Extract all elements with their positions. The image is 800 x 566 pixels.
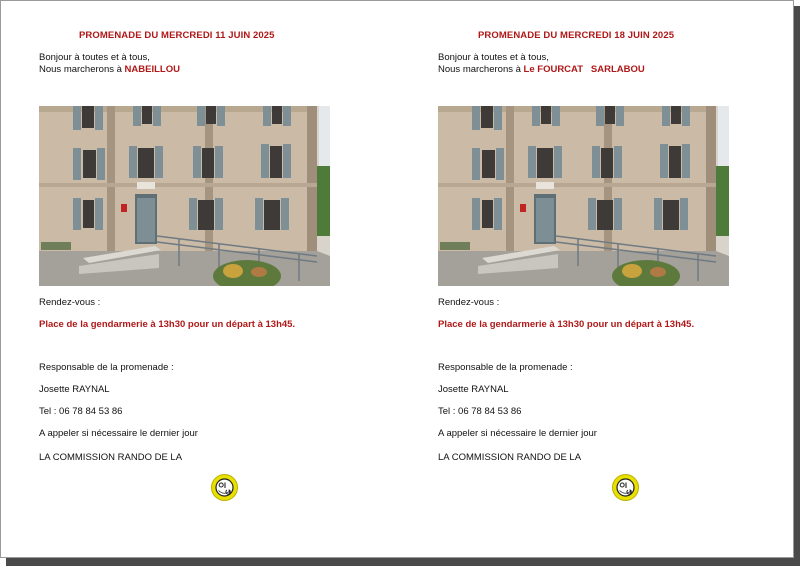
walk-line — [39, 64, 180, 76]
intro-text — [438, 52, 645, 76]
flyer-right — [438, 1, 778, 557]
page-shadow-bottom — [6, 557, 800, 566]
flyer-left — [39, 1, 379, 557]
destination: NABEILLOU — [124, 64, 180, 75]
flyer-title: PROMENADE DU MERCREDI 18 JUIN 2025 — [478, 30, 675, 41]
meeting-info: Place de la gendarmerie à 13h30 pour un départ à 13h45. — [438, 319, 695, 330]
call-note: A appeler si nécessaire le dernier jour — [39, 428, 198, 439]
responsible-label: Responsable de la promenade : — [39, 362, 174, 373]
ola-club-logo-icon — [612, 474, 639, 501]
signature: LA COMMISSION RANDO DE LA — [39, 452, 183, 463]
greeting: Bonjour à toutes et à tous, — [438, 52, 549, 63]
meeting-info: Place de la gendarmerie à 13h30 pour un départ à 13h45. — [39, 319, 296, 330]
walk-line — [438, 64, 645, 76]
page-shadow-right — [793, 6, 800, 566]
call-note: A appeler si nécessaire le dernier jour — [438, 428, 597, 439]
gendarmerie-building-image — [438, 106, 729, 286]
rendezvous-label: Rendez-vous : — [438, 297, 500, 308]
rendezvous-label: Rendez-vous : — [39, 297, 101, 308]
destination: Le FOURCAT SARLABOU — [523, 64, 645, 75]
ola-club-logo-icon — [211, 474, 238, 501]
gendarmerie-building-image — [39, 106, 330, 286]
greeting: Bonjour à toutes et à tous, — [39, 52, 150, 63]
gendarmerie-photo — [438, 106, 729, 286]
responsible-label: Responsable de la promenade : — [438, 362, 573, 373]
signature: LA COMMISSION RANDO DE LA — [438, 452, 582, 463]
intro-text — [39, 52, 180, 76]
phone-number: Tel : 06 78 84 53 86 — [438, 406, 522, 417]
responsible-name: Josette RAYNAL — [39, 384, 110, 395]
phone-number: Tel : 06 78 84 53 86 — [39, 406, 123, 417]
gendarmerie-photo — [39, 106, 330, 286]
responsible-name: Josette RAYNAL — [438, 384, 509, 395]
walk-prefix: Nous marcherons à — [438, 64, 521, 75]
flyer-title: PROMENADE DU MERCREDI 11 JUIN 2025 — [79, 30, 275, 41]
walk-prefix: Nous marcherons à — [39, 64, 122, 75]
